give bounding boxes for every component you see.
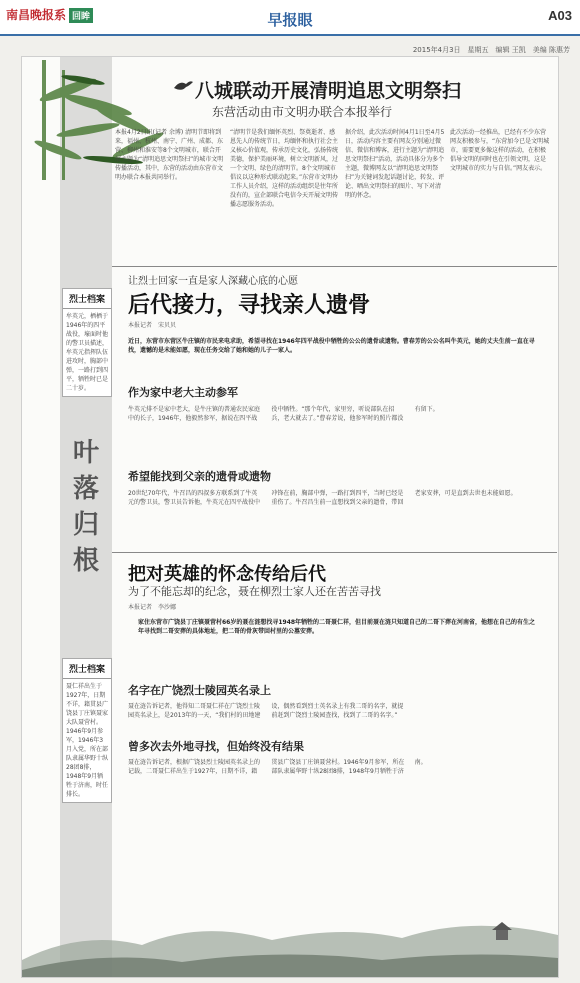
dateline: 2015年4月3日 星期五 编辑 王凯 美编 陈惠芳 (412, 46, 570, 54)
calligraphy-title: 叶落归根 (72, 438, 99, 576)
section-divider (112, 552, 557, 553)
martyr-profile-box (62, 288, 112, 397)
story2-subhead-1: 作为家中老大主动参军 (128, 386, 238, 399)
story2-paragraph: 20世纪70年代，牛召昌的四叔多方联系到了牛英元的警卫员，警卫员告诉他，牛英元在四平战役中冲锋在前，胸部中弹，一路打到四平，当时已经是重伤了。牛召昌生前一直想找到父亲的遗骨，带回老家安葬，可是直到去世也未能如愿。 (128, 490, 517, 506)
story3-paragraph: 聂在涟告诉记者，他得知二哥聂仁祥在广饶烈士陵园英名录上，是2013年的一天，“我们村的田地建设，偶然看到烈士英名录上有我二哥的名字，就提前赶到广饶烈士陵园查找，找到了二哥的名字。” (128, 703, 404, 719)
story2-byline: 本报记者 宋贝贝 (128, 322, 177, 329)
story3-subhead-1: 名字在广饶烈士陵园英名录上 (128, 684, 271, 697)
section-title: 早报眼 (267, 11, 313, 29)
story1-subhead: 东营活动由市文明办联合本报举行 (212, 105, 393, 119)
story2-body-1 (128, 405, 548, 461)
story2-body-2 (128, 489, 548, 547)
logo-tag: 回眸 (69, 8, 93, 23)
story1-paragraph: 据介绍，此次活动时间4月1日至4月5日，活动内容主要有网友分别通过微信、微信和博客，进行主题为“清明追思文明祭扫”活动，活动具体分为多个主题，微博网友以“清明追思文明祭扫”为关键词发起话题讨论，转发、评论、晒出文明祭扫的图片、写下对清明的怀念。 (345, 129, 445, 199)
martyr-profile-text: 牟英元，栖栖于1946年的四平战役，壕面时他的警卫员描述，牟英元指挥队伍进攻时，胸部中弹，一路打到四平，牺牲时已是二十岁。 (66, 313, 109, 392)
story2-lead: 近日，东营市东营区牛庄镇的市民来电求助，希望寻找在1946年四平战役中牺牲的公公的遗骨或遗物。曹春芳的公公名叫牛英元，她的丈夫生前一直在寻找，遗憾的是未能如愿，现在任务交给了她和她的儿子一家人。 (128, 338, 535, 354)
story1-column-3 (345, 128, 445, 260)
landscape-illustration (22, 900, 558, 977)
story1-paragraph: “清明节是我们缅怀英烈、祭奠逝者、感恩先人的传统节日，均缅怀和执行社会主义核心价值观，传承历史文化，弘扬传统美德，保护美丽环境，树立文明新风，过一个文明、绿色的清明节。8个文明城市倡议以这种形式联动起来。”东营市文明办工作人员介绍，这样的活动组织是往年所没有的，宣企部联合电信今天开展文明传播志愿服务活动。 (230, 129, 339, 208)
story1-paragraph: 本报4月2日讯(记者 余博) 清明节即将到来，福州、杭州、南宁、广州、成都、东营、柳州和淮安等8个文明城市，联合开展主题为“清明追思文明祭扫”的城市文明传播活动，其中，东营的活动由东营市文明办联合本报共同举行。 (115, 129, 224, 181)
story3-lead: 家住东营市广饶县丁庄镇聂营村66岁的聂在涟想找寻1948年牺牲的二哥聂仁祥，但目前聂在涟只知道自己的二哥下葬在河南省，他想在自己的有生之年寻找到二哥安葬的具体地址，把二哥的骨灰带回村里的公墓安葬。 (138, 619, 536, 635)
story3-body-2 (128, 758, 548, 898)
story1-column-4 (450, 128, 550, 260)
story2-headline: 后代接力，寻找亲人遗骨 (128, 293, 371, 318)
section-divider (112, 266, 557, 267)
story3-subhead-2: 曾多次去外地寻找，但始终没有结果 (128, 740, 304, 753)
martyr-profile-title: 烈士档案 (63, 289, 111, 309)
martyr-profile-text: 聂仁祥出生于1927年，日期不详，籍贯县广饶县丁庄镇聂家大队聂营村。1946年9月参军，1946年3月入党，所在部队隶属华野十纵28团8排，1948年9月牺牲于济南，时任排长。 (66, 683, 109, 798)
story3-paragraph: 聂在涟告诉记者，根据广饶县烈士陵园英名录上的记载，二哥聂仁祥出生于1927年，日期不详，籍贯县广饶县丁庄镇聂营村。1946年9月参军，所在部队隶属华野十纵28团8排，1948年9月牺牲于济南。 (128, 759, 427, 775)
martyr-profile-title: 烈士档案 (63, 659, 111, 679)
story1-column-1 (115, 128, 225, 260)
story2-kicker: 让烈士回家一直是家人深藏心底的心愿 (128, 276, 298, 287)
story1-paragraph: 此次活动一经推出，已经有不少东营网友积极参与，“东营加今已是文明城市，需要更多像这样的活动，在积极倡导文明的同时也在引领文明，这是文明城市的实力与自信。”网友表示。 (450, 129, 550, 172)
story1-column-2 (230, 128, 340, 260)
story1-headline: 八城联动开展清明追思文明祭扫 (195, 80, 462, 102)
martyr-profile-box (62, 658, 112, 803)
story3-byline: 本报记者 李沙娜 (128, 604, 177, 611)
story2-paragraph: 牛英元排不是家中老大，是牛庄镇的普通农民家庭中的长子，1946年，他毅然参军，据说在四平战役中牺牲。“那个年代，家里穷，听说部队在招兵，老大就去了。”曹春芳说，他参军时的照片都没有留下。 (128, 406, 439, 422)
story3-subhead: 为了不能忘却的纪念，聂在柳烈士家人还在苦苦寻找 (128, 585, 381, 598)
page-number: A03 (548, 8, 572, 23)
story3-headline: 把对英雄的怀念传给后代 (128, 564, 326, 585)
masthead (0, 0, 580, 36)
story2-subhead-2: 希望能找到父亲的遗骨或遗物 (128, 470, 271, 483)
newspaper-logo: 南昌晚报系 回眸 (6, 6, 93, 23)
bird-icon (172, 76, 194, 98)
